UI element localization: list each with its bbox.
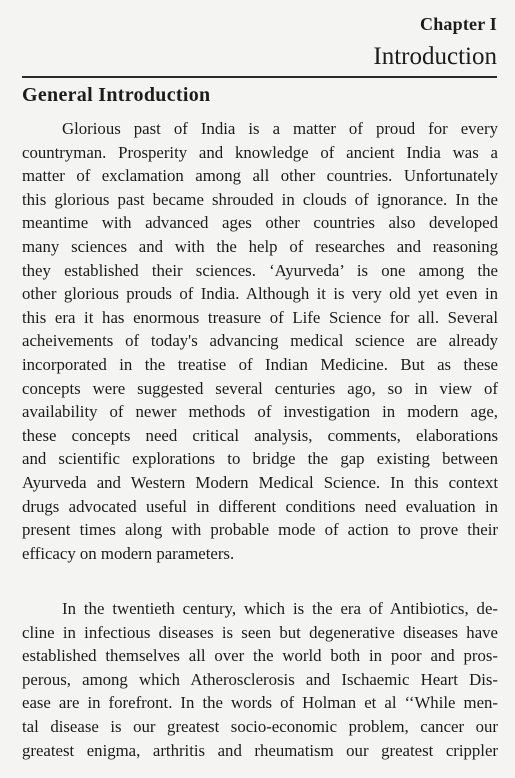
- paragraph-line: they established their sciences. ‘Ayurveda’ is one among the: [22, 260, 498, 280]
- paragraph-line: concepts were suggested several centuries ago, so in view of: [22, 378, 498, 398]
- paragraph-line: greatest enigma, arthritis and rheumatism our greatest crippler: [22, 740, 498, 760]
- paragraph-line: perous, among which Atherosclerosis and Ischaemic Heart Dis-: [22, 669, 498, 689]
- paragraph-line: countryman. Prosperity and knowledge of ancient India was a: [22, 142, 498, 162]
- chapter-title: Introduction: [373, 43, 497, 70]
- paragraph-line: this glorious past became shrouded in clouds of ignorance. In the: [22, 189, 498, 209]
- paragraph-line: In the twentieth century, which is the era of Antibiotics, de-: [62, 599, 498, 618]
- paragraph-1: [22, 117, 498, 565]
- chapter-label: Chapter I: [420, 14, 497, 34]
- paragraph-2: [22, 597, 498, 762]
- paragraph-line: present times along with probable mode of action to prove their: [22, 520, 498, 540]
- paragraph-line: these concepts need critical analysis, comments, elaborations: [22, 425, 498, 445]
- header-rule: [22, 76, 497, 78]
- paragraph-line: and scientific explorations to bridge the gap existing between: [22, 449, 498, 469]
- paragraph-line: this era it has enormous treasure of Life Science for all. Several: [22, 307, 498, 327]
- paragraph-line: incorporated in the treatise of Indian Medicine. But as these: [22, 354, 498, 374]
- paragraph-line: Ayurveda and Western Modern Medical Science. In this context: [22, 472, 498, 492]
- paragraph-line: cline in infectious diseases is seen but degenerative diseases have: [22, 622, 498, 642]
- paragraph-line: drugs advocated useful in different conditions need evaluation in: [22, 496, 498, 516]
- paragraph-line: other glorious prouds of India. Although it is very old yet even in: [22, 284, 498, 304]
- paragraph-line: meantime with advanced ages other countries also developed: [22, 213, 498, 233]
- paragraph-line: many sciences and with the help of researches and reasoning: [22, 236, 498, 256]
- section-heading: General Introduction: [22, 84, 211, 106]
- paragraph-line: tal disease is our greatest socio-economic problem, cancer our: [22, 716, 498, 736]
- paragraph-line: availability of newer methods of investigation in modern age,: [22, 402, 498, 422]
- paragraph-line: Glorious past of India is a matter of proud for every: [62, 119, 498, 138]
- paragraph-line: established themselves all over the world both in poor and pros-: [22, 646, 498, 666]
- paragraph-line: ease are in forefront. In the words of Holman et al ‘‘While men-: [22, 693, 498, 713]
- paragraph-line: efficacy on modern parameters.: [22, 543, 235, 563]
- paragraph-line: matter of exclamation among all other countries. Unfortunately: [22, 166, 498, 186]
- paragraph-line: acheivements of today's advancing medical science are already: [22, 331, 498, 351]
